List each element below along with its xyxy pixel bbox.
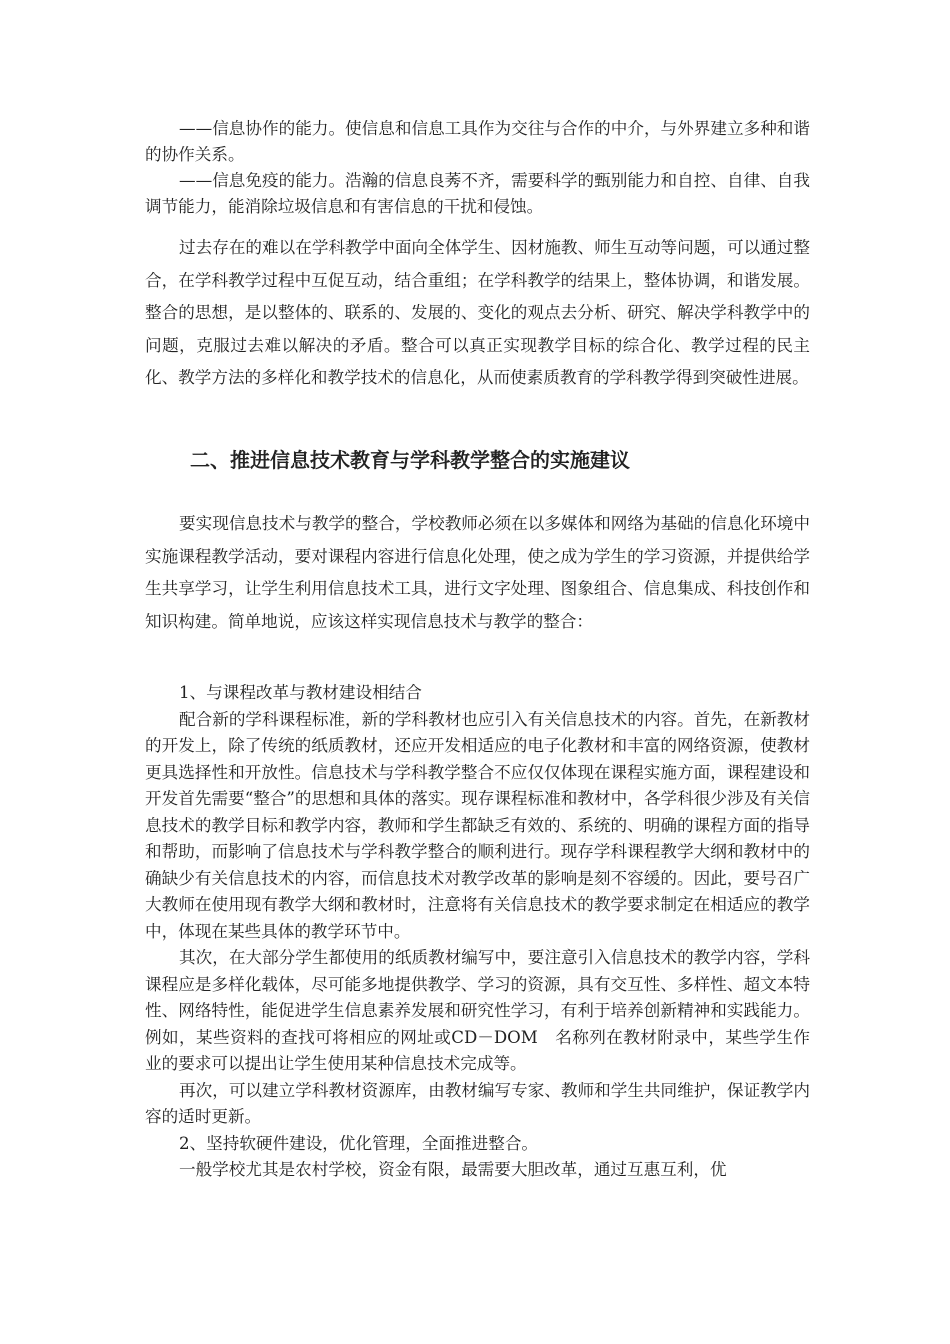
item1-paragraph-1: 配合新的学科课程标准，新的学科教材也应引入有关信息技术的内容。首先，在新教材的开发上，除了传统的纸质教材，还应开发相适应的电子化教材和丰富的网络资源，使教材更具选择性和开放性。信息技术与学科教学整合不应仅仅体现在课程实施方面，课程建设和开发首先需要“整合”的思想和具体的落实。现存课程标准和教材中，各学科很少涉及有关信息技术的教学目标和教学内容，教师和学生都缺乏有效的、系统的、明确的课程方面的指导和帮助，而影响了信息技术与学科教学整合的顺利进行。现存学科课程教学大纲和教材中的确缺少有关信息技术的内容，而信息技术对教学改革的影响是刻不容缓的。因此，要号召广大教师在使用现有教学大纲和教材时，注意将有关信息技术的教学要求制定在相适应的教学中，体现在某些具体的教学环节中。 <box>145 709 810 941</box>
overview-block <box>145 232 810 395</box>
item1-paragraph-3: 再次，可以建立学科教材资源库，由教材编写专家、教师和学生共同维护，保证教学内容的适时更新。 <box>145 1080 810 1126</box>
info-abilities-block <box>145 116 810 220</box>
overview-paragraph: 过去存在的难以在学科教学中面向全体学生、因材施教、师生互动等问题，可以通过整合，在学科教学过程中互促互动，结合重组；在学科教学的结果上，整体协调，和谐发展。整合的思想，是以整体的、联系的、发展的、变化的观点去分析、研究、解决学科教学中的问题，克服过去难以解决的矛盾。整合可以真正实现教学目标的综合化、教学过程的民主化、教学方法的多样化和教学技术的信息化，从而使素质教育的学科教学得到突破性进展。 <box>145 238 810 387</box>
section-intro-block <box>145 508 810 638</box>
info-immunity-paragraph: ——信息免疫的能力。浩瀚的信息良莠不齐，需要科学的甄别能力和自控、自律、自我调节能力，能消除垃圾信息和有害信息的干扰和侵蚀。 <box>145 171 810 216</box>
item1-title: 1、与课程改革与教材建设相结合 <box>179 683 422 702</box>
section-heading: 二、推进信息技术教育与学科教学整合的实施建议 <box>190 448 630 472</box>
section-intro-paragraph: 要实现信息技术与教学的整合，学校教师必须在以多媒体和网络为基础的信息化环境中实施课程教学活动，要对课程内容进行信息化处理，使之成为学生的学习资源，并提供给学生共享学习，让学生利用信息技术工具，进行文字处理、图象组合、信息集成、科技创作和知识构建。简单地说，应该这样实现信息技术与教学的整合： <box>145 514 810 631</box>
item2-title: 2、坚持软硬件建设，优化管理，全面推进整合。 <box>179 1133 539 1153</box>
implementation-items-block <box>145 680 810 1184</box>
item2-paragraph-1: 一般学校尤其是农村学校，资金有限，最需要大胆改革，通过互惠互利，优 <box>179 1160 727 1179</box>
item1-paragraph-2: 其次，在大部分学生都使用的纸质教材编写中，要注意引入信息技术的教学内容，学科课程应是多样化载体，尽可能多地提供教学、学习的资源，具有交互性、多样性、超文本特性、网络特性，能促进学生信息素养发展和研究性学习，有利于培养创新精神和实践能力。例如，某些资料的查找可将相应的网址或CD－DOM 名称列在教材附录中，某些学生作业的要求可以提出让学生使用某种信息技术完成等。 <box>145 948 810 1073</box>
info-collaboration-paragraph: ——信息协作的能力。使信息和信息工具作为交往与合作的中介，与外界建立多种和谐的协作关系。 <box>145 119 810 164</box>
